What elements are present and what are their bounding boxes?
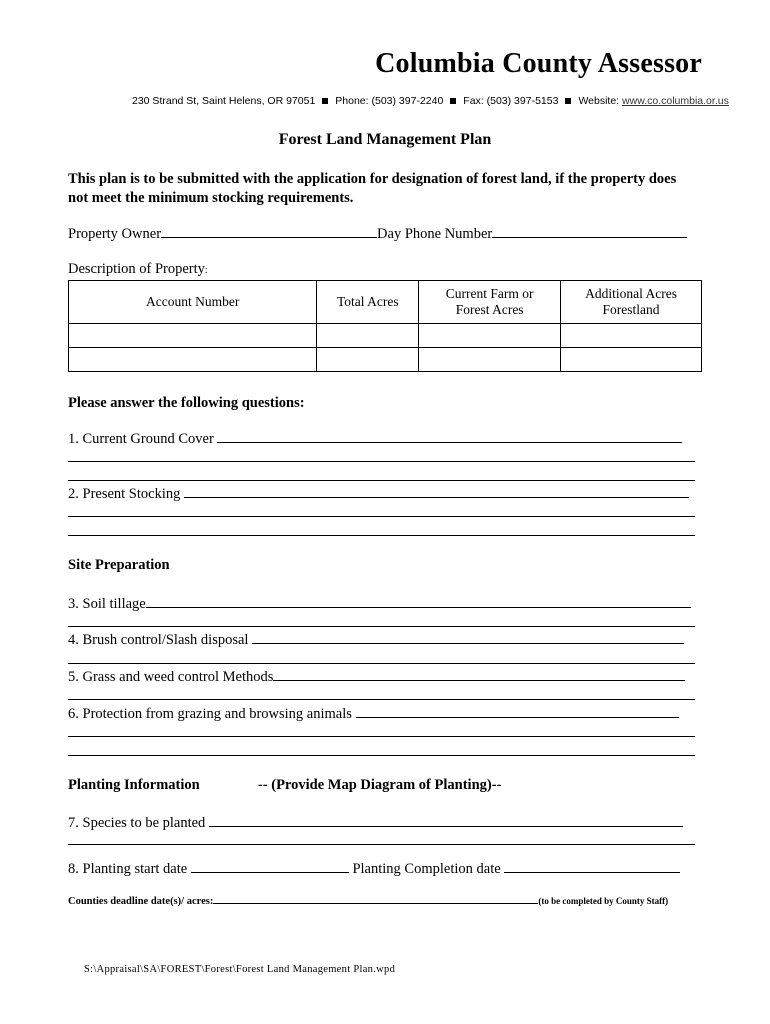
table-header-row [69, 281, 702, 324]
table-row [69, 324, 702, 348]
q8-row [68, 859, 680, 878]
file-path-footer: S:\Appraisal\SA\FOREST\Forest\Forest Land Management Plan.wpd [84, 964, 396, 975]
bullet-icon [565, 98, 571, 104]
q2-field[interactable] [184, 484, 689, 498]
day-phone-field[interactable] [492, 224, 687, 238]
owner-row [68, 224, 687, 243]
address: 230 Strand St, Saint Helens, OR 97051 [132, 95, 316, 107]
q2-row [68, 484, 689, 503]
property-owner-field[interactable] [161, 224, 377, 238]
property-owner-label: Property Owner [68, 226, 162, 242]
col-total-acres: Total Acres [317, 281, 419, 324]
q8-completion-label: Planting Completion date [352, 861, 501, 877]
q7-line-2[interactable] [68, 844, 695, 845]
deadline-field[interactable] [213, 894, 538, 904]
q7-field[interactable] [209, 813, 683, 827]
q1-line-3[interactable] [68, 480, 695, 481]
fax: Fax: (503) 397-5153 [463, 95, 559, 107]
q8-start-field[interactable] [191, 859, 349, 873]
description-label: Description of Property: [68, 261, 208, 277]
account-table [68, 280, 702, 372]
q6-label: 6. Protection from grazing and browsing animals [68, 706, 352, 722]
q5-row [68, 667, 685, 686]
q3-field[interactable] [146, 594, 691, 608]
table-cell[interactable] [69, 348, 317, 372]
q4-line-2[interactable] [68, 663, 695, 664]
q1-field[interactable] [217, 429, 682, 443]
website-label: Website: [578, 95, 620, 107]
q2-label: 2. Present Stocking [68, 486, 181, 502]
q2-line-3[interactable] [68, 535, 695, 536]
q3-label: 3. Soil tillage [68, 596, 146, 612]
page-title: Columbia County Assessor [375, 48, 702, 79]
col-account-number: Account Number [69, 281, 317, 324]
table-cell[interactable] [561, 324, 702, 348]
col-current-acres: Current Farm or Forest Acres [419, 281, 561, 324]
table-cell[interactable] [69, 324, 317, 348]
website-link[interactable]: www.co.columbia.or.us [622, 95, 729, 107]
planting-note: -- (Provide Map Diagram of Planting)-- [258, 777, 502, 793]
bullet-icon [322, 98, 328, 104]
table-row [69, 348, 702, 372]
deadline-label: Counties deadline date(s)/ acres: [68, 896, 214, 907]
day-phone-label: Day Phone Number [377, 226, 493, 242]
q2-line-2[interactable] [68, 516, 695, 517]
bullet-icon [450, 98, 456, 104]
q5-field[interactable] [273, 667, 685, 681]
q1-row [68, 429, 682, 448]
q4-field[interactable] [252, 630, 684, 644]
q6-line-3[interactable] [68, 755, 695, 756]
q5-label: 5. Grass and weed control Methods [68, 669, 274, 685]
table-cell[interactable] [317, 348, 419, 372]
q1-line-2[interactable] [68, 461, 695, 462]
contact-line [132, 95, 729, 107]
phone: Phone: (503) 397-2240 [335, 95, 444, 107]
col-additional-acres: Additional Acres Forestland [561, 281, 702, 324]
q8-completion-field[interactable] [504, 859, 680, 873]
form-intro: This plan is to be submitted with the application for designation of forest land, if the property does not meet the minimum stocking requirements. [68, 171, 677, 206]
deadline-note: (to be completed by County Staff) [538, 896, 669, 906]
q6-field[interactable] [356, 704, 679, 718]
table-cell[interactable] [419, 348, 561, 372]
q4-row [68, 630, 684, 649]
form-title: Forest Land Management Plan [278, 131, 492, 148]
q4-label: 4. Brush control/Slash disposal [68, 632, 249, 648]
q6-line-2[interactable] [68, 736, 695, 737]
q5-line-2[interactable] [68, 699, 695, 700]
q1-label: 1. Current Ground Cover [68, 431, 214, 447]
planting-heading: Planting Information [68, 777, 200, 793]
q3-row [68, 594, 691, 613]
questions-heading: Please answer the following questions: [68, 395, 305, 411]
q6-row [68, 704, 679, 723]
q7-label: 7. Species to be planted [68, 815, 206, 831]
deadline-row [68, 891, 668, 909]
table-cell[interactable] [317, 324, 419, 348]
q3-line-2[interactable] [68, 626, 695, 627]
table-cell[interactable] [419, 324, 561, 348]
site-prep-heading: Site Preparation [68, 557, 170, 573]
q8-start-label: 8. Planting start date [68, 861, 188, 877]
q7-row [68, 813, 683, 832]
table-cell[interactable] [561, 348, 702, 372]
